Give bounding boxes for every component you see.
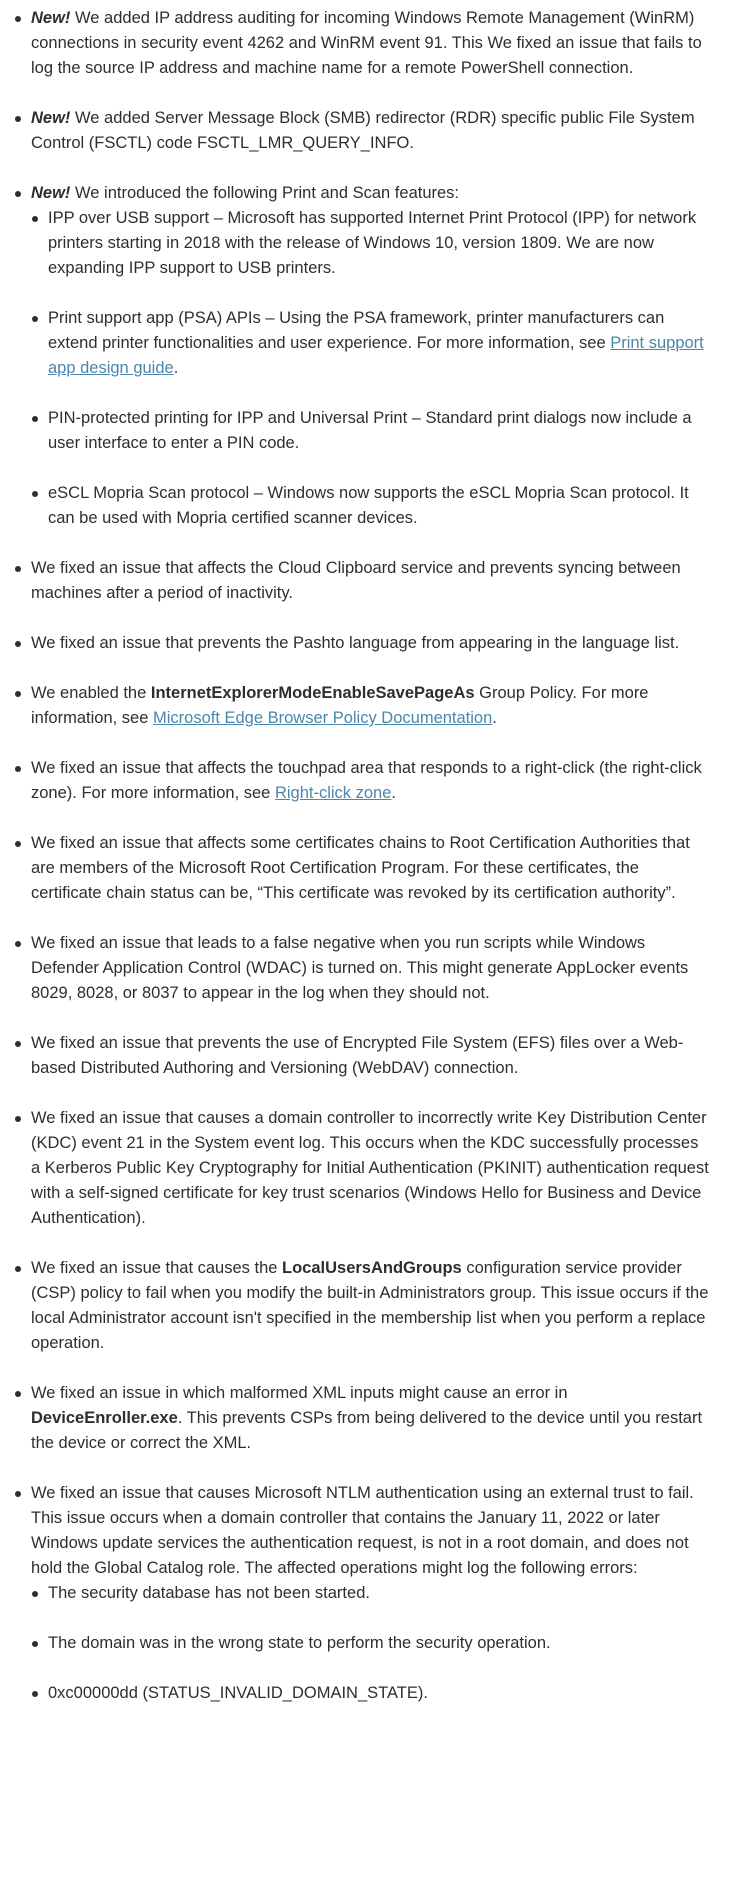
item-text [48,309,704,377]
list-item [31,1631,712,1656]
list-item [14,931,712,1006]
bold-term: DeviceEnroller.exe [31,1409,178,1427]
list-item [31,481,712,531]
text-run: PIN-protected printing for IPP and Universal Print – Standard print dialogs now include a user interface to enter a PIN code. [48,409,692,452]
text-run: . [173,359,179,377]
list-item [14,1381,712,1456]
item-text [31,1259,708,1352]
text-run: The security database has not been started. [48,1584,370,1602]
text-run: . [391,784,396,802]
list-item [14,181,712,531]
item-text [31,684,649,727]
bullet-icon [32,491,38,497]
new-badge: New! [31,184,71,202]
text-run: We fixed an issue that causes the [31,1259,283,1277]
bullet-icon [15,1266,21,1272]
item-text [31,184,459,202]
bullet-icon [15,191,21,197]
text-run: We fixed an issue that affects some certificates chains to Root Certification Authorities that are members of the Microsoft Root Certification Program. For these certificates, the certificate chain status can be, “This certificate was revoked by its certification authority”. [31,834,690,902]
text-run: We enabled the [31,684,151,702]
nested-list [31,1581,712,1706]
item-text [31,934,688,1002]
list-item [14,631,712,656]
item-text [31,109,695,152]
text-run: We fixed an issue in which malformed XML inputs might cause an error in [31,1384,568,1402]
right-click-zone-link[interactable]: Right-click zone [274,784,392,802]
nested-list [31,206,712,531]
new-badge: New! [31,109,71,127]
text-run: . This prevents CSPs from being delivered to the device until you restart the device or correct the XML. [31,1409,703,1452]
item-text [48,1634,551,1652]
text-run: We fixed an issue that prevents the Pashto language from appearing in the language list. [31,634,680,652]
text-run: We fixed an issue that causes a domain controller to incorrectly write Key Distribution Center (KDC) event 21 in the System event log. This occurs when the KDC successfully processes a Kerberos Public Key Cryptography for Initial Authentication (PKINIT) authentication request with a self-signed certificate for key trust scenarios (Windows Hello for Business and Device Authentication). [31,1109,709,1227]
text-run: We fixed an issue that leads to a false negative when you run scripts while Windows Defender Application Control (WDAC) is turned on. This might generate AppLocker events 8029, 8028, or 8037 to appear in the log when they should not. [31,934,689,1002]
list-item [14,1481,712,1706]
bullet-icon [15,1116,21,1122]
bullet-icon [15,566,21,572]
bold-term: LocalUsersAndGroups [282,1259,462,1277]
list-item [14,1256,712,1356]
text-run: We added IP address auditing for incoming Windows Remote Management (WinRM) connections in security event 4262 and WinRM event 91. This We fixed an issue that fails to log the source IP address and machine name for a remote PowerShell connection. [31,9,702,77]
print-support-app-design-guide-link[interactable]: Print support app design guide [48,334,704,377]
item-text [31,1384,702,1452]
bullet-icon [32,1641,38,1647]
edge-browser-policy-documentation-link[interactable]: Microsoft Edge Browser Policy Documentation [152,709,493,727]
item-text [31,1484,694,1577]
new-badge: New! [31,9,71,27]
bullet-icon [15,766,21,772]
item-text [31,9,702,77]
list-item [31,206,712,281]
text-run: 0xc00000dd (STATUS_INVALID_DOMAIN_STATE). [48,1684,428,1702]
bullet-icon [32,316,38,322]
text-run: . [492,709,497,727]
list-item [14,1106,712,1231]
item-text [31,834,690,902]
bullet-icon [15,691,21,697]
bullet-icon [15,116,21,122]
item-text [48,484,689,527]
bullet-icon [15,1391,21,1397]
item-text [31,634,679,652]
bold-term: InternetExplorerModeEnableSavePageAs [150,684,475,702]
list-item [31,1581,712,1606]
list-item [31,406,712,456]
text-run: eSCL Mopria Scan protocol – Windows now supports the eSCL Mopria Scan protocol. It can be used with Mopria certified scanner devices. [48,484,689,527]
text-run: We fixed an issue that prevents the use of Encrypted File System (EFS) files over a Web-based Distributed Authoring and Versioning (WebDAV) connection. [31,1034,684,1077]
text-run: The domain was in the wrong state to perform the security operation. [48,1634,551,1652]
text-run: IPP over USB support – Microsoft has supported Internet Print Protocol (IPP) for network printers starting in 2018 with the release of Windows 10, version 1809. We are now expanding IPP support to USB printers. [48,209,697,277]
list-item [14,106,712,156]
bullet-icon [15,1041,21,1047]
item-text [48,1584,370,1602]
bullet-icon [15,16,21,22]
text-run: Print support app (PSA) APIs – Using the PSA framework, printer manufacturers can extend printer functionalities and user experience. For more information, see [48,309,665,352]
text-run: configuration service provider (CSP) policy to fail when you modify the built-in Administrators group. This issue occurs if the local Administrator account isn't specified in the membership list when you perform a replace operation. [31,1259,709,1352]
item-text [31,559,681,602]
item-text [31,1109,709,1227]
text-run: Group Policy. For more information, see [31,684,649,727]
list-item [14,681,712,731]
item-text [48,209,696,277]
item-text [48,409,692,452]
changelog-list [14,6,712,1706]
bullet-icon [15,1491,21,1497]
item-text [31,1034,683,1077]
text-run: We fixed an issue that causes Microsoft NTLM authentication using an external trust to fail. This issue occurs when a domain controller that contains the January 11, 2022 or later Windows update services the authentication request, is not in a root domain, and does not hold the Global Catalog role. The affected operations might log the following errors: [31,1484,694,1577]
list-item [31,1681,712,1706]
list-item [14,1031,712,1081]
item-text [31,759,702,802]
bullet-icon [15,641,21,647]
text-run: We fixed an issue that affects the touchpad area that responds to a right-click (the right-click zone). For more information, see [31,759,702,802]
bullet-icon [15,941,21,947]
bullet-icon [15,841,21,847]
bullet-icon [32,416,38,422]
bullet-icon [32,216,38,222]
item-text [48,1684,428,1702]
text-run: We fixed an issue that affects the Cloud Clipboard service and prevents syncing between machines after a period of inactivity. [31,559,681,602]
list-item [14,756,712,806]
text-run: We added Server Message Block (SMB) redirector (RDR) specific public File System Control (FSCTL) code FSCTL_LMR_QUERY_INFO. [31,109,695,152]
list-item [14,831,712,906]
list-item [14,556,712,606]
list-item [14,6,712,81]
list-item [31,306,712,381]
bullet-icon [32,1691,38,1697]
text-run: We introduced the following Print and Scan features: [70,184,460,202]
bullet-icon [32,1591,38,1597]
article-content [14,6,712,1706]
